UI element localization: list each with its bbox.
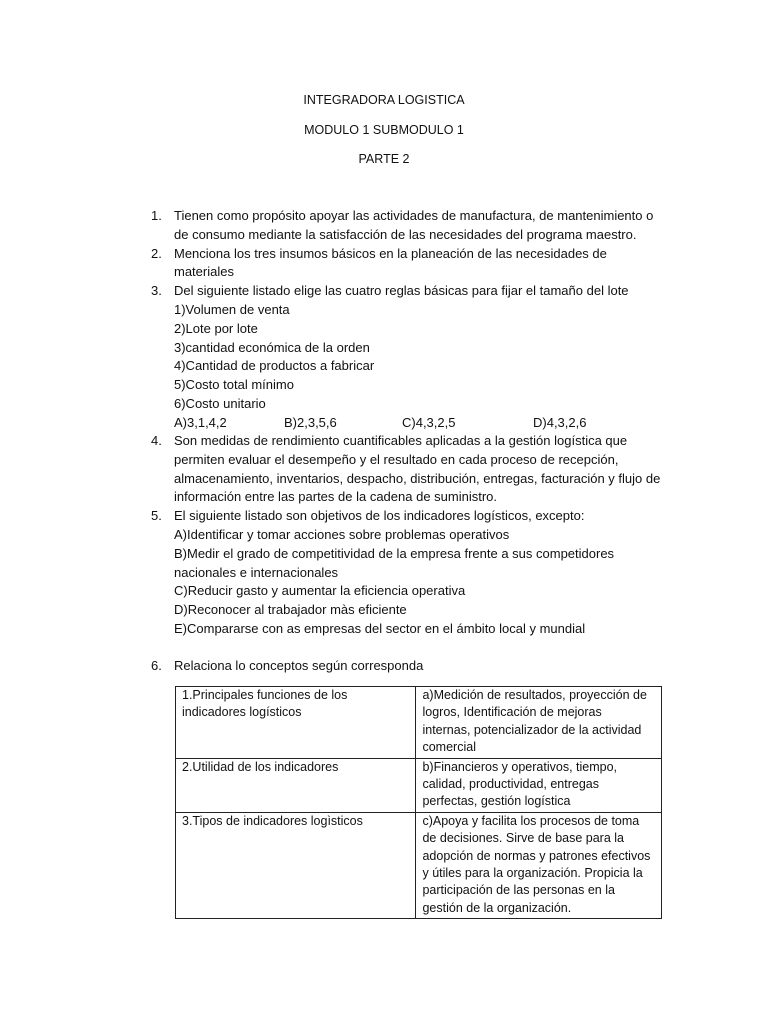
cell-line: internas, potencializador de la actividad (422, 722, 642, 737)
cell-line: 2.Utilidad de los indicadores (182, 759, 339, 774)
table-row (176, 812, 662, 918)
question-number: 2. (151, 245, 162, 261)
question-text-line: almacenamiento, inventarios, despacho, distribución, entregas, facturación y flujo de (174, 470, 661, 486)
question-text-line: Relaciona lo conceptos según corresponda (174, 658, 424, 673)
list-item: 3)cantidad económica de la orden (174, 339, 370, 355)
cell-line: participación de las personas en la (422, 883, 615, 898)
table-row (176, 758, 662, 812)
list-item: 4)Cantidad de productos a fabricar (174, 358, 375, 374)
cell-line: gestión de la organización. (422, 900, 572, 915)
cell-line: 1.Principales funciones de los (182, 688, 348, 702)
question-text-line: El siguiente listado son objetivos de los indicadores logísticos, excepto: (174, 508, 585, 524)
relation-table (175, 686, 662, 919)
question-text-line: permiten evaluar el desempeño y el resultado en cada proceso de recepción, (174, 451, 619, 467)
cell-line: comercial (422, 740, 476, 755)
table-cell-definition (416, 812, 662, 918)
list-item: A)Identificar y tomar acciones sobre problemas operativos (174, 526, 510, 542)
question-list-a (0, 207, 768, 433)
part-heading: PARTE 2 (358, 152, 410, 166)
question-3 (0, 282, 664, 432)
question-5 (0, 507, 664, 639)
table-cell-concept (176, 812, 416, 918)
cell-line: c)Apoya y facilita los procesos de toma (422, 813, 640, 828)
cell-line: adopción de normas y patrones efectivos (422, 848, 651, 863)
cell-line: logros, Identificación de mejoras (422, 705, 602, 720)
question-number: 4. (151, 433, 162, 448)
cell-line: perfectas, gestión logística (422, 794, 571, 809)
table-cell-definition (416, 687, 662, 759)
option-d: D)4,3,2,6 (533, 414, 587, 430)
list-item: 2)Lote por lote (174, 320, 258, 336)
list-item: nacionales e internacionales (174, 564, 339, 580)
question-number: 6. (151, 658, 162, 673)
module-heading: MODULO 1 SUBMODULO 1 (304, 123, 464, 137)
question-text-line: Menciona los tres insumos básicos en la planeación de las necesidades de materiales (174, 245, 607, 280)
question-list-c (0, 657, 768, 676)
list-item: B)Medir el grado de competitividad de la empresa frente a sus competidores (174, 545, 615, 561)
question-text-line: Tienen como propósito apoyar las actividades de manufactura, de mantenimiento o (174, 208, 654, 223)
question-1 (0, 207, 664, 245)
question-text-line: información entre las partes de la cadena de suministro. (174, 489, 498, 505)
answer-options (174, 414, 664, 433)
cell-line: a)Medición de resultados, proyección de (422, 688, 647, 702)
cell-line: b)Financieros y operativos, tiempo, (422, 759, 618, 774)
list-item: D)Reconocer al trabajador màs eficiente (174, 602, 407, 618)
cell-line: calidad, productividad, entregas (422, 777, 599, 792)
list-item: 5)Costo total mínimo (174, 377, 294, 393)
question-number: 3. (151, 283, 162, 299)
cell-line: de decisiones. Sirve de base para la (422, 831, 624, 846)
table-cell-concept (176, 758, 416, 812)
question-4 (0, 432, 664, 507)
cell-line: y útiles para la organización. Propicia la (422, 866, 643, 881)
option-b: B)2,3,5,6 (284, 414, 337, 430)
document-title: INTEGRADORA LOGISTICA (303, 93, 465, 107)
option-a: A)3,1,4,2 (174, 414, 227, 430)
question-6 (0, 657, 664, 676)
cell-line: indicadores logísticos (182, 705, 302, 720)
list-item: 1)Volumen de venta (174, 301, 290, 317)
question-number: 1. (151, 208, 162, 223)
list-item: E)Compararse con as empresas del sector en el ámbito local y mundial (174, 620, 586, 636)
option-c: C)4,3,2,5 (402, 414, 456, 430)
question-text-line: de consumo mediante la satisfacción de las necesidades del programa maestro. (174, 226, 637, 242)
table-cell-concept (176, 687, 416, 759)
question-number: 5. (151, 508, 162, 524)
question-list-b (0, 432, 768, 639)
question-text-line: Del siguiente listado elige las cuatro reglas básicas para fijar el tamaño del lote (174, 283, 629, 299)
list-item: 6)Costo unitario (174, 395, 266, 411)
cell-line: 3.Tipos de indicadores logìsticos (182, 813, 363, 828)
question-2 (0, 245, 664, 283)
list-item: C)Reducir gasto y aumentar la eficiencia operativa (174, 583, 466, 599)
table-cell-definition (416, 758, 662, 812)
table-row (176, 687, 662, 759)
question-text-line: Son medidas de rendimiento cuantificables aplicadas a la gestión logística que (174, 433, 628, 448)
